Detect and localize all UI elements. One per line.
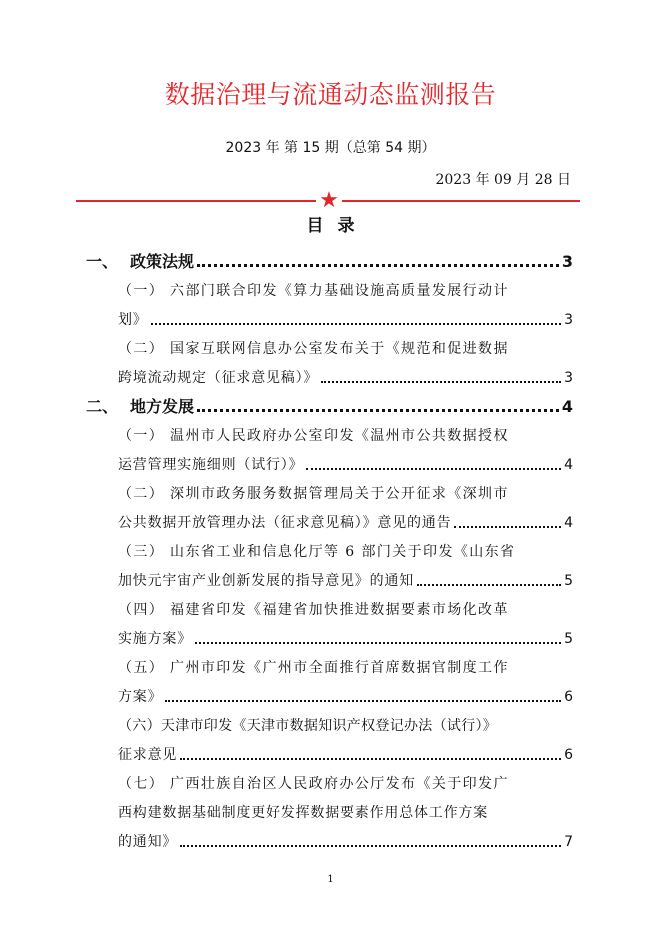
toc-item-text: （一） 温州市人民政府办公室印发《温州市公共数据授权 — [118, 428, 509, 444]
toc-item-text: （七） 广西壮族自治区人民政府办公厅发布《关于印发广 — [118, 776, 509, 792]
page-number: 1 — [327, 874, 334, 885]
toc-item-line[interactable] — [118, 452, 573, 478]
page-ref: 6 — [564, 689, 573, 705]
toc-item-text: （一） 六部门联合印发《算力基础设施高质量发展行动计 — [118, 283, 509, 299]
toc-title: 目录 — [306, 216, 369, 236]
page-ref: 4 — [564, 457, 573, 473]
toc-section-local[interactable] — [86, 394, 573, 420]
leader-dots — [151, 323, 561, 325]
toc-item-text: 征求意见 — [118, 747, 178, 763]
toc-item-text: （六）天津市印发《天津市数据知识产权登记办法（试行）》 — [118, 718, 498, 734]
leader-dots — [195, 642, 561, 644]
toc-item-text: 的通知》 — [118, 834, 178, 850]
page-ref: 5 — [564, 573, 573, 589]
leader-dots — [417, 584, 561, 586]
toc-item-text: 公共数据开放管理办法（征求意见稿）》意见的通告 — [118, 515, 452, 531]
toc-item-line[interactable] — [118, 713, 573, 739]
toc-item-line[interactable] — [118, 510, 573, 536]
leader-dots — [197, 409, 559, 412]
toc-item-line[interactable] — [118, 307, 573, 333]
leader-dots — [454, 526, 561, 528]
leader-dots — [180, 845, 561, 847]
page-ref: 6 — [564, 747, 573, 763]
section-title: 地方发展 — [130, 397, 195, 416]
toc-item-text: 西构建数据基础制度更好发挥数据要素作用总体工作方案 — [118, 805, 488, 821]
page-ref: 3 — [564, 312, 573, 328]
leader-dots — [165, 700, 561, 702]
section-number: 二、 — [86, 397, 119, 416]
toc-item-text: 方案》 — [118, 689, 163, 705]
toc-item-line[interactable] — [118, 742, 573, 768]
toc-item-line[interactable] — [118, 423, 573, 449]
section-number: 一、 — [86, 252, 119, 271]
toc-item-line[interactable] — [118, 568, 573, 594]
toc-item-line[interactable] — [118, 278, 573, 304]
issue-date: 2023 年 09 月 28 日 — [435, 172, 571, 188]
toc-item-line[interactable] — [118, 655, 573, 681]
star-icon: ★ — [316, 188, 342, 214]
toc-section-policy[interactable] — [86, 249, 573, 275]
toc-item-text: （三） 山东省工业和信息化厅等 6 部门关于印发《山东省 — [118, 544, 516, 560]
toc-item-text: 运营管理实施细则（试行）》 — [118, 457, 304, 473]
toc-item-text: 加快元宇宙产业创新发展的指导意见》的通知 — [118, 573, 414, 589]
toc-item-line[interactable] — [118, 684, 573, 710]
page-ref: 4 — [564, 515, 573, 531]
page-ref: 4 — [561, 397, 573, 416]
report-title: 数据治理与流通动态监测报告 — [164, 80, 497, 109]
toc-item-text: （四） 福建省印发《福建省加快推进数据要素市场化改革 — [118, 602, 509, 618]
toc-item-line[interactable] — [118, 365, 573, 391]
toc-item-line[interactable] — [118, 800, 573, 826]
toc-item-line[interactable] — [118, 597, 573, 623]
page-ref: 7 — [564, 834, 573, 850]
toc-item-line[interactable] — [118, 539, 573, 565]
toc-item-line[interactable] — [118, 829, 573, 855]
leader-dots — [197, 264, 559, 267]
toc-item-line[interactable] — [118, 336, 573, 362]
issue-number: 2023 年 第 15 期（总第 54 期） — [225, 140, 436, 156]
leader-dots — [306, 468, 561, 470]
toc-item-text: 划》 — [118, 312, 148, 328]
toc-item-text: （五） 广州市印发《广州市全面推行首席数据官制度工作 — [118, 660, 509, 676]
toc-item-line[interactable] — [118, 771, 573, 797]
page-ref: 3 — [561, 252, 573, 271]
toc-item-line[interactable] — [118, 481, 573, 507]
toc-item-text: （二） 国家互联网信息办公室发布关于《规范和促进数据 — [118, 341, 509, 357]
section-title: 政策法规 — [130, 252, 195, 271]
leader-dots — [321, 381, 561, 383]
toc-item-text: 实施方案》 — [118, 631, 192, 647]
toc-item-text: 跨境流动规定（征求意见稿）》 — [118, 370, 319, 386]
leader-dots — [180, 758, 561, 760]
toc-item-line[interactable] — [118, 626, 573, 652]
page-ref: 3 — [564, 370, 573, 386]
page-ref: 5 — [564, 631, 573, 647]
toc-item-text: （二） 深圳市政务服务数据管理局关于公开征求《深圳市 — [118, 486, 509, 502]
